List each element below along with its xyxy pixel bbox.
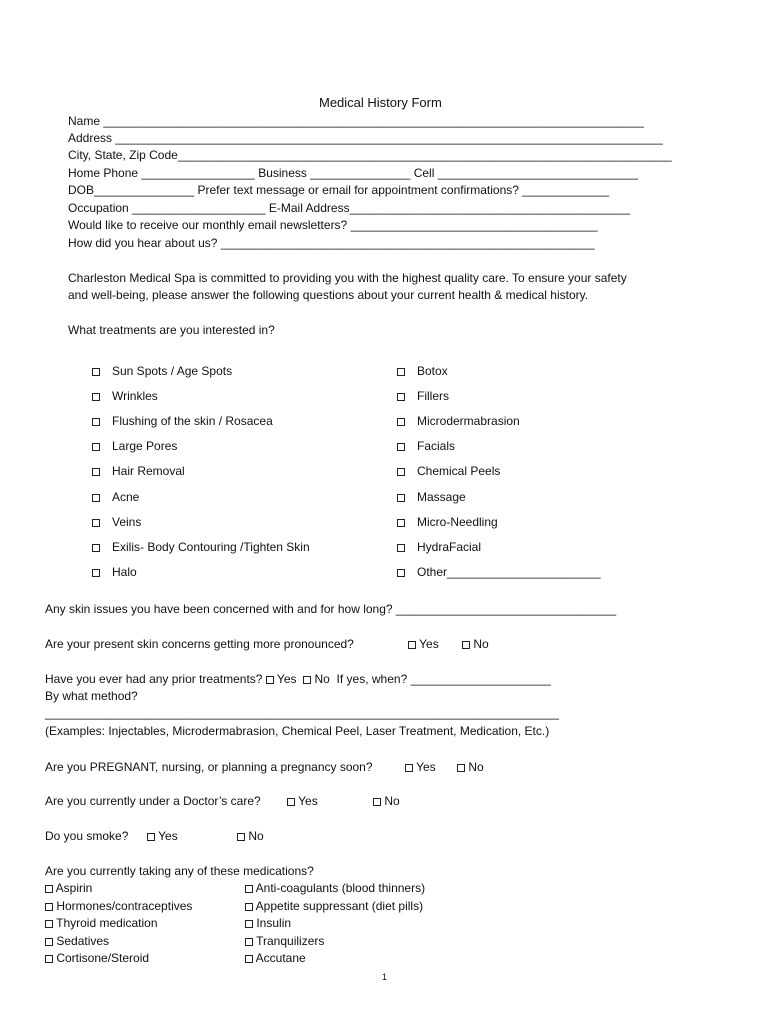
pronounced-row — [45, 636, 354, 652]
skin-issues-row — [45, 601, 616, 617]
checkbox[interactable] — [245, 955, 253, 963]
home-phone-label: Home Phone — [68, 166, 139, 180]
treatment-label: Massage — [417, 490, 466, 504]
pregnant-yes — [405, 759, 436, 775]
pronounced-no — [462, 636, 489, 652]
treatment-label: Wrinkles — [112, 389, 158, 403]
treatment-label: Fillers — [417, 389, 449, 403]
checkbox[interactable] — [397, 368, 405, 376]
treatment-label: Micro-Needling — [417, 515, 498, 529]
email-field[interactable]: __________________________________________ — [349, 201, 630, 215]
checkbox[interactable] — [245, 938, 253, 946]
checkbox[interactable] — [45, 885, 53, 893]
checkbox[interactable] — [92, 519, 100, 527]
prior-treatments-row — [45, 671, 551, 687]
no-label: No — [248, 829, 264, 843]
dob-label: DOB — [68, 183, 95, 197]
treatments-question: What treatments are you interested in? — [68, 323, 275, 337]
checkbox[interactable] — [397, 393, 405, 401]
treatment-item — [92, 438, 177, 454]
treatment-label: Flushing of the skin / Rosacea — [112, 414, 273, 428]
yes-label: Yes — [298, 794, 318, 808]
medication-label: Insulin — [256, 916, 292, 930]
treatment-item — [397, 413, 520, 429]
checkbox[interactable] — [245, 885, 253, 893]
intro-line-2: and well-being, please answer the following questions about your current health & medical history. — [68, 288, 589, 302]
pronounced-yes — [408, 636, 439, 652]
checkbox[interactable] — [45, 955, 53, 963]
hear-row — [68, 235, 595, 251]
medication-item — [245, 898, 423, 914]
no-label: No — [314, 672, 330, 686]
checkbox[interactable] — [147, 833, 155, 841]
no-label: No — [384, 794, 400, 808]
email-label: E-Mail Address — [268, 201, 350, 215]
yes-label: Yes — [416, 760, 436, 774]
address-row — [68, 130, 663, 146]
business-label: Business — [258, 166, 307, 180]
treatment-item — [397, 463, 500, 479]
treatment-item — [92, 363, 232, 379]
checkbox[interactable] — [462, 641, 470, 649]
checkbox[interactable] — [45, 903, 53, 911]
treatment-item — [397, 438, 455, 454]
medication-label: Tranquilizers — [256, 934, 325, 948]
checkbox[interactable] — [397, 569, 405, 577]
treatment-label: HydraFacial — [417, 540, 482, 554]
hear-label: How did you hear about us? — [68, 236, 218, 250]
checkbox[interactable] — [397, 468, 405, 476]
yes-label: Yes — [419, 637, 439, 651]
treatment-label: Exilis- Body Contouring /Tighten Skin — [112, 540, 310, 554]
city-row — [68, 147, 672, 163]
dob-row — [68, 182, 609, 198]
yes-label: Yes — [158, 829, 178, 843]
doctor-no — [373, 793, 400, 809]
checkbox[interactable] — [397, 544, 405, 552]
medication-label: Hormones/contraceptives — [56, 899, 193, 913]
checkbox[interactable] — [397, 519, 405, 527]
checkbox[interactable] — [303, 676, 311, 684]
hear-field[interactable]: ________________________________________________________ — [220, 236, 595, 250]
city-label: City, State, Zip Code — [68, 148, 178, 162]
checkbox[interactable] — [408, 641, 416, 649]
checkbox[interactable] — [237, 833, 245, 841]
smoke-no — [237, 828, 264, 844]
checkbox[interactable] — [405, 764, 413, 772]
doctor-care-label: Are you currently under a Doctor’s care? — [45, 794, 261, 808]
pregnant-no — [457, 759, 484, 775]
treatment-item — [92, 564, 137, 580]
medication-item — [45, 898, 192, 914]
treatment-item — [92, 489, 139, 505]
treatment-item — [92, 539, 310, 555]
name-field[interactable]: _________________________________________________________________________________ — [103, 114, 644, 128]
occupation-row — [68, 200, 630, 216]
intro-line-1: Charleston Medical Spa is committed to providing you with the highest quality care. To ensure your safety — [68, 271, 627, 285]
page-number: 1 — [382, 972, 388, 982]
medication-label: Appetite suppressant (diet pills) — [255, 899, 424, 913]
treatment-item — [92, 463, 185, 479]
prior-treatments-label: Have you ever had any prior treatments? — [45, 672, 263, 686]
address-field[interactable]: __________________________________________________________________________________ — [115, 131, 663, 145]
prefer-field[interactable]: _____________ — [522, 183, 610, 197]
treatment-item — [397, 363, 448, 379]
medication-item — [45, 880, 92, 896]
examples-text: (Examples: Injectables, Microdermabrasion, Chemical Peel, Laser Treatment, Medication, Etc.) — [45, 724, 550, 738]
medications-question: Are you currently taking any of these medications? — [45, 864, 314, 878]
checkbox[interactable] — [397, 418, 405, 426]
checkbox[interactable] — [397, 443, 405, 451]
medication-item — [45, 950, 149, 966]
treatment-label: Hair Removal — [112, 464, 185, 478]
doctor-yes — [287, 793, 318, 809]
newsletter-row — [68, 217, 598, 233]
medication-item — [245, 933, 324, 949]
other-field[interactable]: _______________________ — [447, 565, 601, 579]
no-label: No — [473, 637, 489, 651]
pregnant-label: Are you PREGNANT, nursing, or planning a pregnancy soon? — [45, 760, 373, 774]
medication-item — [245, 950, 306, 966]
treatment-item — [397, 539, 481, 555]
checkbox[interactable] — [266, 676, 274, 684]
phone-row — [68, 165, 638, 181]
prefer-text-label: Prefer text message or email for appointment confirmations? — [197, 183, 519, 197]
medication-item — [45, 915, 158, 931]
newsletter-label: Would like to receive our monthly email newsletters? — [68, 218, 348, 232]
checkbox[interactable] — [287, 798, 295, 806]
checkbox[interactable] — [457, 764, 465, 772]
treatment-item — [92, 413, 273, 429]
occupation-label: Occupation — [68, 201, 129, 215]
smoke-label: Do you smoke? — [45, 829, 129, 843]
treatment-item — [397, 514, 498, 530]
checkbox[interactable] — [92, 494, 100, 502]
treatment-label: Chemical Peels — [417, 464, 501, 478]
occupation-field[interactable]: ____________________ — [132, 201, 266, 215]
medication-label: Aspirin — [55, 881, 93, 895]
newsletter-field[interactable]: _____________________________________ — [350, 218, 598, 232]
medication-item — [45, 933, 109, 949]
medication-label: Anti-coagulants (blood thinners) — [255, 881, 426, 895]
checkbox[interactable] — [245, 903, 253, 911]
treatment-label: Large Pores — [112, 439, 178, 453]
if-yes-when-label: If yes, when? — [336, 672, 408, 686]
cell-label: Cell — [413, 166, 435, 180]
treatment-item-other — [397, 564, 601, 580]
checkbox[interactable] — [373, 798, 381, 806]
medication-item — [245, 880, 425, 896]
medication-label: Accutane — [255, 951, 306, 965]
city-field[interactable]: __________________________________________________________________________ — [177, 148, 672, 162]
when-field[interactable]: _____________________ — [410, 672, 551, 686]
method-field[interactable]: _____________________________________________________________________________ — [45, 706, 559, 720]
treatment-label: Microdermabrasion — [417, 414, 520, 428]
pronounced-label: Are your present skin concerns getting more pronounced? — [45, 637, 354, 651]
checkbox[interactable] — [245, 920, 253, 928]
page-title: Medical History Form — [319, 95, 442, 110]
treatment-label: Sun Spots / Age Spots — [112, 364, 233, 378]
yes-label: Yes — [276, 672, 297, 686]
treatment-item — [92, 514, 141, 530]
address-label: Address — [68, 131, 113, 145]
method-label: By what method? — [45, 689, 138, 703]
medication-item — [245, 915, 291, 931]
checkbox[interactable] — [397, 494, 405, 502]
home-phone-field[interactable]: _________________ — [141, 166, 255, 180]
skin-issues-field[interactable]: _________________________________ — [395, 602, 617, 616]
checkbox[interactable] — [92, 368, 100, 376]
name-row — [68, 113, 644, 129]
checkbox[interactable] — [92, 468, 100, 476]
treatment-label: Acne — [112, 490, 140, 504]
treatment-label: Other — [417, 565, 448, 579]
treatment-label: Botox — [417, 364, 448, 378]
treatment-item — [397, 489, 466, 505]
checkbox[interactable] — [45, 938, 53, 946]
medication-label: Cortisone/Steroid — [56, 951, 150, 965]
treatment-label: Veins — [112, 515, 142, 529]
name-label: Name — [68, 114, 101, 128]
dob-field[interactable]: _______________ — [94, 183, 195, 197]
smoke-yes — [147, 828, 178, 844]
medication-label: Sedatives — [56, 934, 110, 948]
checkbox[interactable] — [92, 569, 100, 577]
checkbox[interactable] — [92, 418, 100, 426]
checkbox[interactable] — [45, 920, 53, 928]
treatment-label: Facials — [417, 439, 456, 453]
skin-issues-label: Any skin issues you have been concerned with and for how long? — [45, 602, 393, 616]
treatment-item — [397, 388, 449, 404]
checkbox[interactable] — [92, 544, 100, 552]
treatment-label: Halo — [112, 565, 137, 579]
treatment-item — [92, 388, 158, 404]
checkbox[interactable] — [92, 443, 100, 451]
no-label: No — [468, 760, 484, 774]
cell-field[interactable]: ______________________________ — [437, 166, 638, 180]
checkbox[interactable] — [92, 393, 100, 401]
medication-label: Thyroid medication — [56, 916, 158, 930]
business-field[interactable]: _______________ — [310, 166, 411, 180]
